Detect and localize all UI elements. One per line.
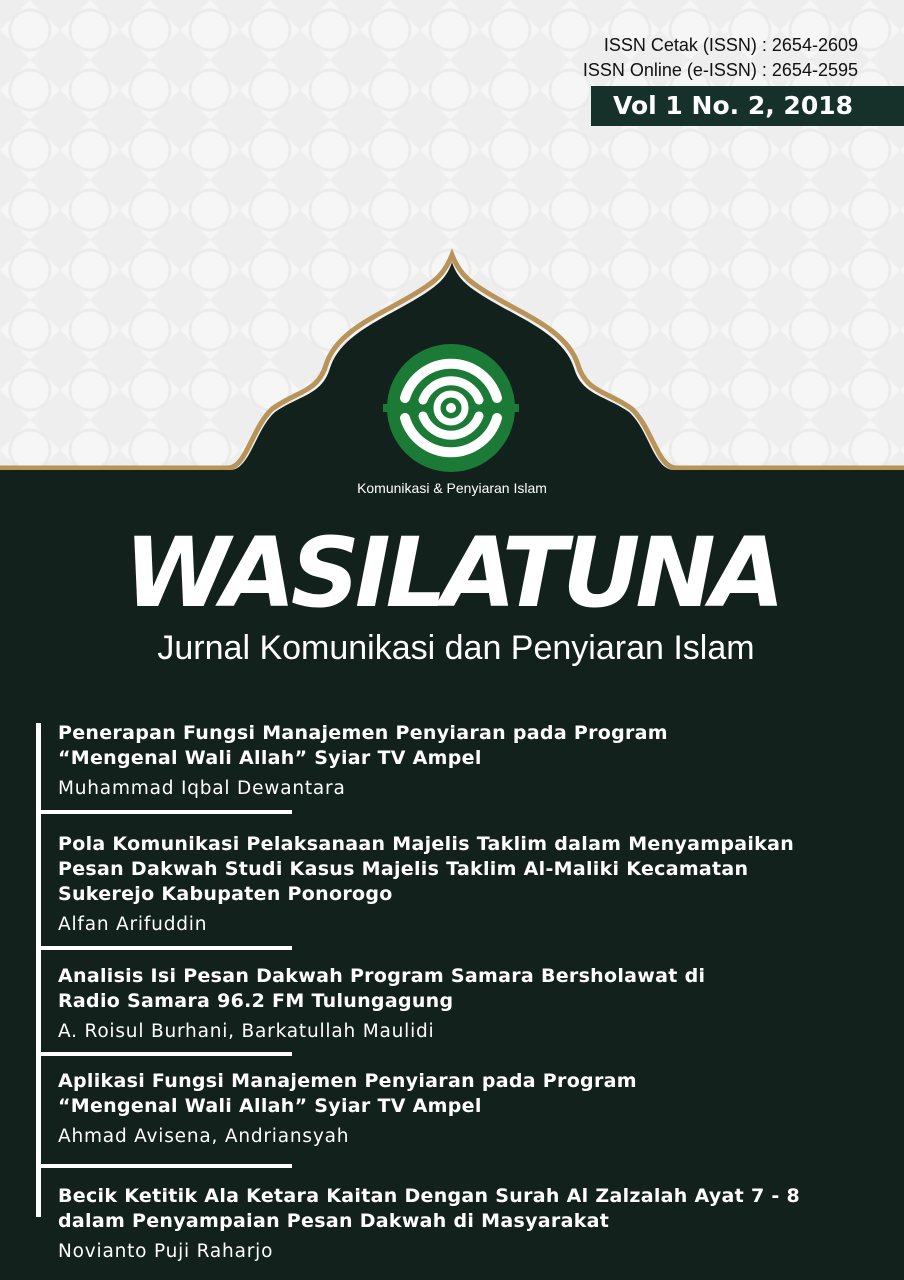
journal-title: WASILATUNA — [124, 517, 780, 629]
article-author: Muhammad Iqbal Dewantara — [58, 778, 346, 799]
article-item — [58, 832, 898, 937]
article-author: Alfan Arifuddin — [58, 914, 208, 935]
article-divider — [40, 1052, 292, 1056]
logo-caption: Komunikasi & Penyiaran Islam — [357, 480, 547, 496]
article-title: Becik Ketitik Ala Ketara Kaitan Dengan Surah Al Zalzalah Ayat 7 - 8 dalam Penyampaian Pesan Dakwah di Masyarakat — [58, 1185, 801, 1232]
article-author: A. Roisul Burhani, Barkatullah Maulidi — [58, 1021, 435, 1042]
article-author: Ahmad Avisena, Andriansyah — [58, 1126, 350, 1147]
article-title: Aplikasi Fungsi Manajemen Penyiaran pada Program “Mengenal Wali Allah” Syiar TV Ampel — [58, 1070, 637, 1117]
broadcast-signal-icon — [383, 340, 519, 476]
issn-online: ISSN Online (e-ISSN) : 2654-2595 — [582, 60, 858, 80]
article-divider — [40, 810, 292, 814]
issn-print: ISSN Cetak (ISSN) : 2654-2609 — [603, 35, 858, 55]
article-divider — [40, 1164, 292, 1168]
article-title: Analisis Isi Pesan Dakwah Program Samara Bersholawat di Radio Samara 96.2 FM Tulungagung — [58, 965, 706, 1012]
article-author: Novianto Puji Raharjo — [58, 1241, 274, 1262]
article-item — [58, 1184, 898, 1264]
journal-subtitle: Jurnal Komunikasi dan Penyiaran Islam — [157, 629, 755, 667]
article-item — [58, 1069, 898, 1149]
article-divider — [40, 946, 292, 950]
article-title: Penerapan Fungsi Manajemen Penyiaran pada Program “Mengenal Wali Allah” Syiar TV Ampel — [58, 722, 668, 769]
article-list-rule — [36, 723, 41, 1217]
issn-info — [583, 33, 858, 83]
article-title: Pola Komunikasi Pelaksanaan Majelis Taklim dalam Menyampaikan Pesan Dakwah Studi Kasus Majelis Taklim Al-Maliki Kecamatan Sukerejo Kabupaten Ponorogo — [58, 833, 795, 905]
article-item — [58, 721, 898, 801]
article-item — [58, 964, 898, 1044]
volume-badge: Vol 1 No. 2, 2018 — [591, 86, 904, 126]
